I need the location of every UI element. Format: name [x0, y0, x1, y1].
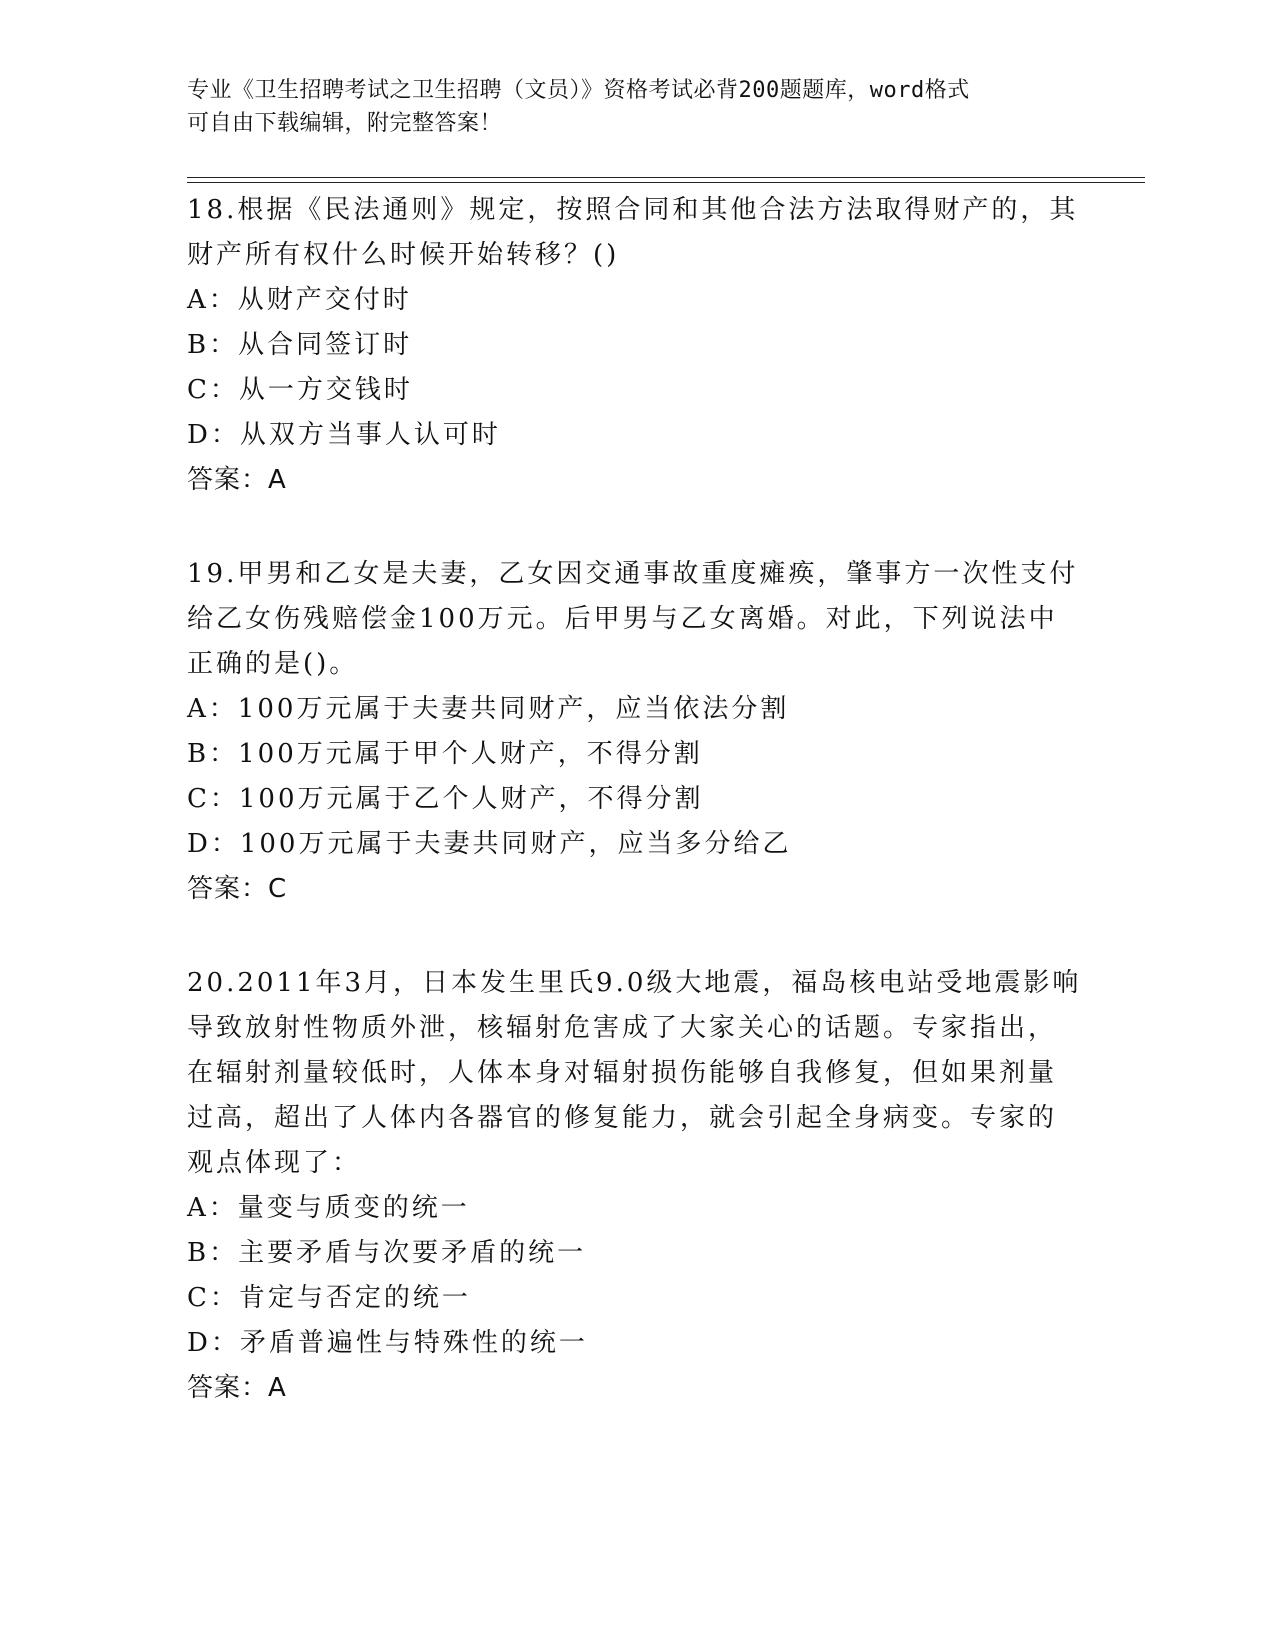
header-divider [187, 182, 1145, 183]
question-text: 在辐射剂量较低时，人体本身对辐射损伤能够自我修复，但如果剂量 [187, 1058, 1058, 1088]
question-text: 19.甲男和乙女是夫妻，乙女因交通事故重度瘫痪，肇事方一次性支付 [187, 559, 1079, 589]
question-text: 导致放射性物质外泄，核辐射危害成了大家关心的话题。专家指出， [187, 1013, 1058, 1043]
document-header [187, 74, 1087, 140]
question-text: 财产所有权什么时候开始转移？() [187, 240, 620, 270]
answer: 答案：A [187, 1373, 287, 1403]
question-spacer [187, 503, 1087, 552]
header-line: 可自由下载编辑，附完整答案！ [187, 111, 503, 136]
option-c: C：肯定与否定的统一 [187, 1283, 471, 1313]
option-c: C：100万元属于乙个人财产，不得分割 [187, 784, 704, 814]
question-text: 正确的是()。 [187, 649, 359, 679]
option-c: C：从一方交钱时 [187, 375, 413, 405]
answer: 答案：C [187, 874, 288, 904]
question-list [187, 188, 1087, 1411]
question-20 [187, 961, 1087, 1411]
option-b: B：主要矛盾与次要矛盾的统一 [187, 1238, 587, 1268]
header-divider [187, 177, 1145, 178]
option-a: A：量变与质变的统一 [187, 1193, 470, 1223]
question-text: 观点体现了： [187, 1148, 362, 1178]
question-text: 给乙女伤残赔偿金100万元。后甲男与乙女离婚。对此，下列说法中 [187, 604, 1058, 634]
option-d: D：矛盾普遍性与特殊性的统一 [187, 1328, 588, 1358]
question-18 [187, 188, 1087, 503]
option-a: A：100万元属于夫妻共同财产，应当依法分割 [187, 694, 790, 724]
question-spacer [187, 912, 1087, 961]
question-19 [187, 552, 1087, 912]
question-text: 过高，超出了人体内各器官的修复能力，就会引起全身病变。专家的 [187, 1103, 1058, 1133]
header-line: 专业《卫生招聘考试之卫生招聘（文员）》资格考试必背200题题库，word格式 [187, 78, 970, 103]
answer: 答案：A [187, 465, 287, 495]
option-b: B：从合同签订时 [187, 330, 413, 360]
option-d: D：100万元属于夫妻共同财产，应当多分给乙 [187, 829, 792, 859]
option-d: D：从双方当事人认可时 [187, 420, 501, 450]
question-text: 18.根据《民法通则》规定，按照合同和其他合法方法取得财产的，其 [187, 195, 1079, 225]
option-a: A：从财产交付时 [187, 285, 412, 315]
option-b: B：100万元属于甲个人财产，不得分割 [187, 739, 703, 769]
question-text: 20.2011年3月，日本发生里氏9.0级大地震，福岛核电站受地震影响 [187, 968, 1082, 998]
